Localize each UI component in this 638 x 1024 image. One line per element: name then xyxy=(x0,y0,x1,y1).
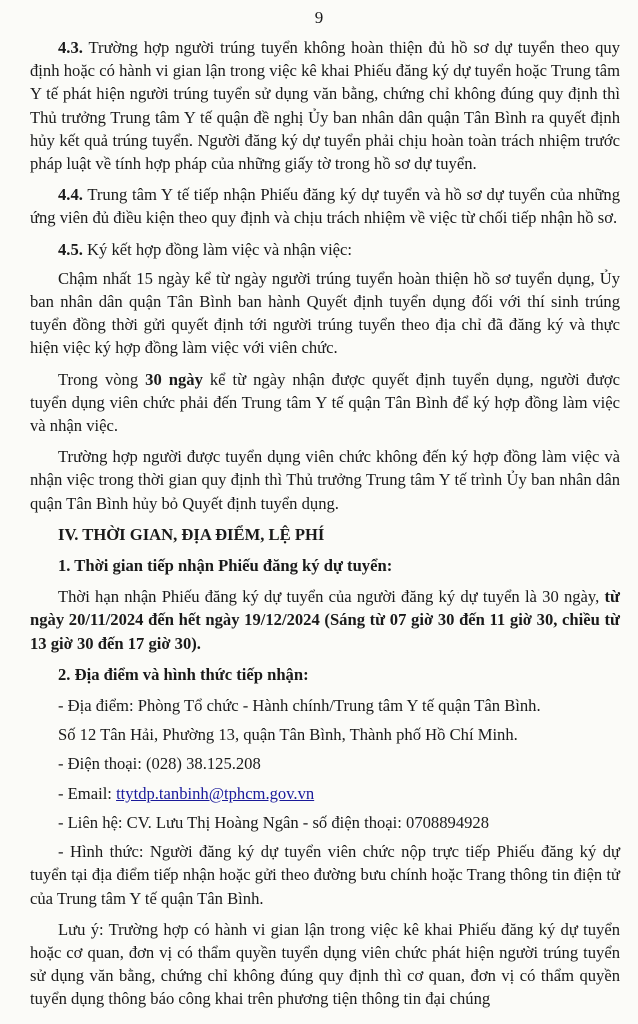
section-text: Ký kết hợp đồng làm việc và nhận việc: xyxy=(82,239,353,259)
paragraph-cham-nhat: Chậm nhất 15 ngày kể từ ngày người trúng tuyển hoàn thiện hồ sơ tuyển dụng, Ủy ban nhân dân quận Tân Bình ban hành Quyết định tuyển dụng đối với thí sinh trúng tuyển đồng thời gửi quyết định tới người trúng tuyển theo địa chỉ đã đăng ký và thực hiện việc ký hợp đồng làm việc với viên chức. xyxy=(30,268,620,358)
document-body xyxy=(30,36,620,1019)
line-email xyxy=(30,782,620,805)
line-dia-diem: - Địa điểm: Phòng Tổ chức - Hành chính/Trung tâm Y tế quận Tân Bình. xyxy=(58,696,541,716)
heading-section-iv: IV. THỜI GIAN, ĐỊA ĐIỂM, LỆ PHÍ xyxy=(58,524,325,544)
page-number: 9 xyxy=(314,8,324,27)
bold-run: từ ngày 20/11/2024 đến hết ngày 19/12/2024 (Sáng từ 07 giờ 30 đến 11 giờ 30, chiều từ 13 giờ 30 đến 17 giờ 30). xyxy=(30,587,620,653)
section-text: Trường hợp người trúng tuyển không hoàn thiện đủ hồ sơ dự tuyển theo quy định hoặc có hành vi gian lận trong việc kê khai Phiếu đăng ký dự tuyển hoặc Trung tâm Y tế phát hiện người trúng tuyển sử dụng văn bằng, chứng chỉ không đúng quy định thì Thủ trưởng Trung tâm Y tế quận đề nghị Ủy ban nhân dân quận Tân Bình ra quyết định hủy kết quả trúng tuyển. Người đăng ký dự tuyển phải chịu hoàn toàn trách nhiệm trước pháp luật về tính hợp pháp của những giấy tờ trong hồ sơ dự tuyển. xyxy=(30,38,620,174)
line-dien-thoai: - Điện thoại: (028) 38.125.208 xyxy=(58,754,261,774)
paragraph-luu-y: Lưu ý: Trường hợp có hành vi gian lận trong việc kê khai Phiếu đăng ký dự tuyển hoặc cơ quan, đơn vị có thẩm quyền tuyển dụng viên chức phát hiện người trúng tuyển sử dụng văn bằng, chứng chỉ không đúng quy định thì cơ quan, đơn vị có thẩm quyền tuyển dụng thông báo công khai trên phương tiện thông tin đại chúng xyxy=(30,919,620,1009)
text-run: Thời hạn nhận Phiếu đăng ký dự tuyển của người đăng ký dự tuyển là 30 ngày, xyxy=(58,587,605,607)
heading-thoi-gian: 1. Thời gian tiếp nhận Phiếu đăng ký dự tuyển: xyxy=(58,556,393,576)
section-4-3 xyxy=(30,36,620,175)
text-run: Trong vòng xyxy=(58,369,146,389)
section-number: 4.4. xyxy=(58,185,83,205)
heading-dia-diem: 2. Địa điểm và hình thức tiếp nhận: xyxy=(58,664,309,684)
text-run: kể từ ngày nhận được quyết định tuyển dụng, người được tuyển dụng viên chức phải đến Trung tâm Y tế quận Tân Bình để ký hợp đồng làm việc và nhận việc. xyxy=(30,369,620,436)
paragraph-thoi-han xyxy=(30,585,620,655)
section-number: 4.5. xyxy=(58,239,83,259)
section-4-4 xyxy=(30,183,620,229)
bold-run: 30 ngày xyxy=(145,369,203,389)
paragraph-hinh-thuc: - Hình thức: Người đăng ký dự tuyển viên chức nộp trực tiếp Phiếu đăng ký dự tuyển tại địa điểm tiếp nhận hoặc gửi theo đường bưu chính hoặc Trang thông tin điện tử của Trung tâm Y tế quận Tân Bình. xyxy=(30,842,620,908)
line-dia-chi: Số 12 Tân Hải, Phường 13, quận Tân Bình, Thành phố Hồ Chí Minh. xyxy=(58,725,518,745)
email-label: - Email: xyxy=(58,783,117,803)
section-text: Trung tâm Y tế tiếp nhận Phiếu đăng ký dự tuyển và hồ sơ dự tuyển của những ứng viên đủ điều kiện theo quy định và chịu trách nhiệm về việc từ chối tiếp nhận hồ sơ. xyxy=(30,185,620,228)
section-number: 4.3. xyxy=(58,38,83,57)
section-4-5 xyxy=(30,238,620,261)
email-link[interactable]: ttytdp.tanbinh@tphcm.gov.vn xyxy=(116,783,315,803)
paragraph-trong-vong xyxy=(30,368,620,438)
paragraph-truong-hop: Trường hợp người được tuyển dụng viên chức không đến ký hợp đồng làm việc và nhận việc trong thời gian quy định thì Thủ trưởng Trung tâm Y tế trình Ủy ban nhân dân quận Tân Bình hủy bỏ Quyết định tuyển dụng. xyxy=(30,447,620,513)
line-lien-he: - Liên hệ: CV. Lưu Thị Hoàng Ngân - số điện thoại: 0708894928 xyxy=(58,812,490,832)
